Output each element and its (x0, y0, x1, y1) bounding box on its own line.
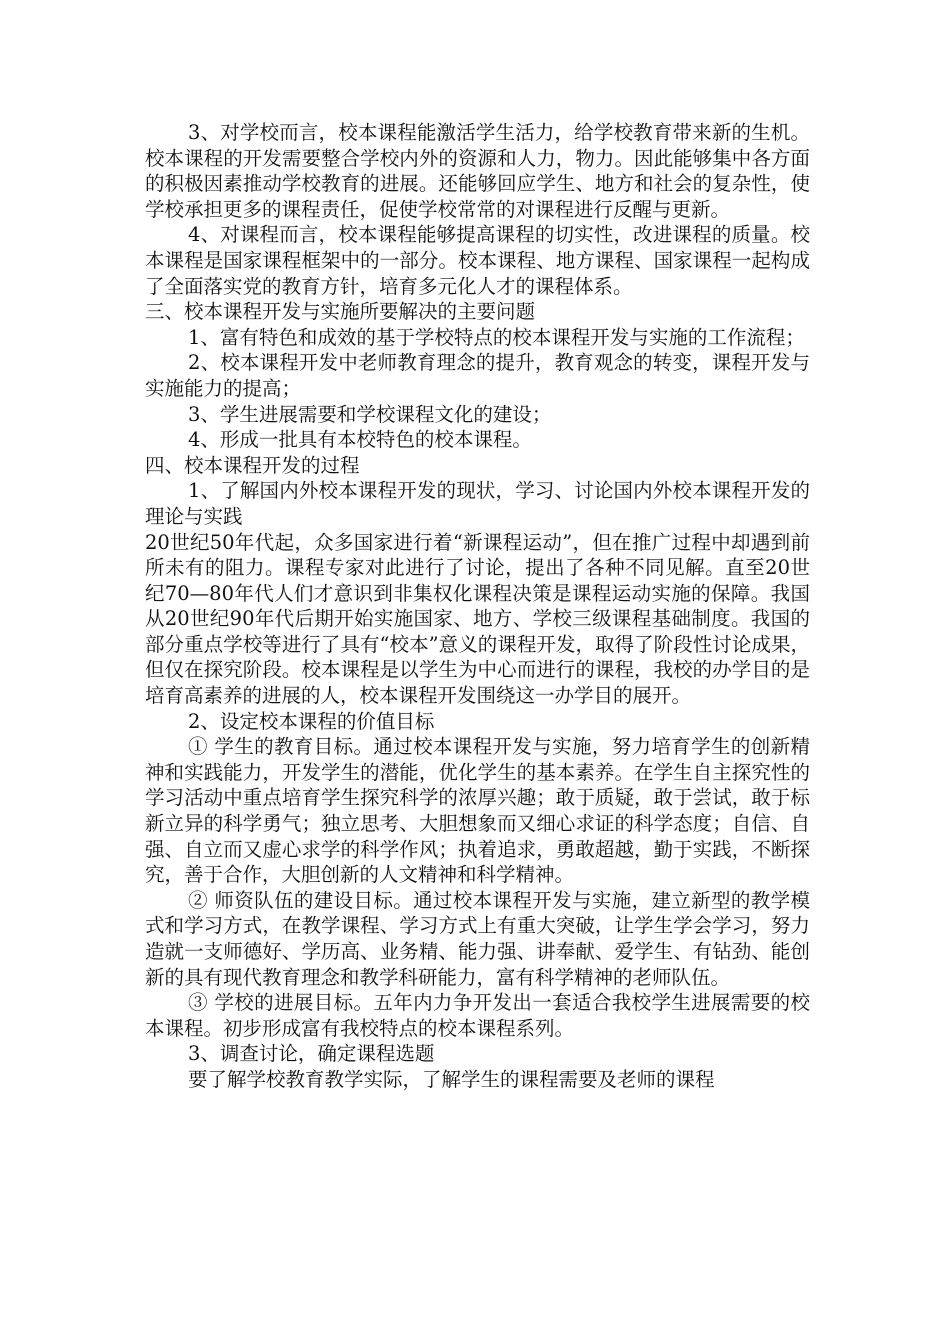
paragraph: 要了解学校教育教学实际，了解学生的课程需要及老师的课程 (188, 1067, 715, 1091)
paragraph: 3、调查讨论，确定课程选题 (188, 1042, 435, 1066)
paragraph: 1、富有特色和成效的基于学校特点的校本课程开发与实施的工作流程； (188, 325, 805, 349)
section-heading: 三、校本课程开发与实施所要解决的主要问题 (145, 300, 536, 324)
paragraph: 3、学生进展需要和学校课程文化的建设； (188, 402, 552, 426)
paragraph: 20世纪50年代起，众多国家进行着“新课程运动”，但在推广过程中却遇到前所未有的阻力。课程专家对此进行了讨论，提出了各种不同见解。直至20世纪70—80年代人们才意识到非集权化课程决策是课程运动实施的保障。我国从20世纪90年代后期开始实施国家、地方、学校三级课程基础制度。我国的部分重点学校等进行了具有“校本”意义的课程开发，取得了阶段性讨论成果，但仅在探究阶段。校本课程是以学生为中心而进行的课程，我校的办学目的是培育高素养的进展的人，校本课程开发围绕这一办学目的展开。 (145, 530, 810, 708)
paragraph: 1、了解国内外校本课程开发的现状，学习、讨论国内外校本课程开发的理论与实践 (145, 479, 810, 528)
paragraph: 4、形成一批具有本校特色的校本课程。 (188, 428, 532, 452)
paragraph: ③ 学校的进展目标。五年内力争开发出一套适合我校学生进展需要的校本课程。初步形成富有我校特点的校本课程系列。 (145, 991, 810, 1040)
paragraph: ② 师资队伍的建设目标。通过校本课程开发与实施，建立新型的教学模式和学习方式，在教学课程、学习方式上有重大突破，让学生学会学习，努力造就一支师德好、学历高、业务精、能力强、讲奉献、爱学生、有钻劲、能创新的具有现代教育理念和教学科研能力，富有科学精神的老师队伍。 (145, 888, 810, 989)
document-page (145, 120, 810, 1093)
paragraph: 4、对课程而言，校本课程能够提高课程的切实性，改进课程的质量。校本课程是国家课程框架中的一部分。校本课程、地方课程、国家课程一起构成了全面落实党的教育方针，培育多元化人才的课程体系。 (145, 223, 810, 298)
paragraph: 2、设定校本课程的价值目标 (188, 709, 435, 733)
section-heading: 四、校本课程开发的过程 (145, 453, 360, 477)
paragraph: ① 学生的教育目标。通过校本课程开发与实施，努力培育学生的创新精神和实践能力，开发学生的潜能，优化学生的基本素养。在学生自主探究性的学习活动中重点培育学生探究科学的浓厚兴趣；敢于质疑，敢于尝试，敢于标新立异的科学勇气；独立思考、大胆想象而又细心求证的科学态度；自信、自强、自立而又虚心求学的科学作风；执着追求，勇敢超越，勤于实践，不断探究，善于合作，大胆创新的人文精神和科学精神。 (145, 735, 810, 887)
paragraph: 3、对学校而言，校本课程能激活学生活力，给学校教育带来新的生机。校本课程的开发需要整合学校内外的资源和人力，物力。因此能够集中各方面的积极因素推动学校教育的进展。还能够回应学生、地方和社会的复杂性，使学校承担更多的课程责任，促使学校常常的对课程进行反醒与更新。 (145, 121, 810, 221)
paragraph: 2、校本课程开发中老师教育理念的提升，教育观念的转变，课程开发与实施能力的提高； (145, 351, 810, 400)
